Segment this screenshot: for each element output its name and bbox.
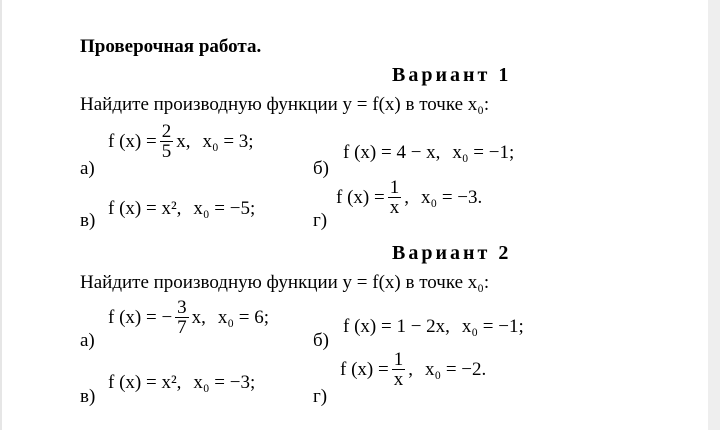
fraction-denominator: x [393,369,404,390]
variant-1-item-g-formula [336,178,482,217]
variant-1-item-v-label: в) [80,210,96,231]
fraction-numerator: 1 [393,349,404,370]
fraction-denominator: 7 [177,317,187,338]
formula-lhs: f (x) = 4 − x, [343,142,441,163]
point-value: x₀ = −1; [452,142,515,163]
formula-lhs: f (x) = [336,186,385,208]
variant-1-title: Вариант 1 [392,64,512,86]
formula-lhs: f (x) = x², [108,372,182,393]
variant-2-item-v-label: в) [80,386,96,407]
formula-lhs: f (x) = 1 − 2x, [343,316,450,337]
formula-tail: , [404,186,409,208]
variant-1-item-a-label: а) [80,158,95,179]
variant-1-item-g-label: г) [313,210,328,231]
variant-2-item-g-label: г) [313,386,328,407]
point-value: x₀ = −3; [193,372,256,393]
variant-1-item-b-formula [343,142,514,164]
variant-1-item-a-formula [108,122,254,161]
variant-2-item-a-label: а) [80,330,95,351]
variant-2-item-a-formula [108,298,269,337]
formula-lhs: f (x) = − [108,306,173,328]
variant-2-item-g-formula [340,350,486,389]
variant-2-title: Вариант 2 [392,242,512,264]
variant-1-item-v-formula [108,198,255,220]
point-value: x₀ = 6; [217,306,270,328]
formula-tail: , [408,358,413,380]
formula-tail: x, [191,306,206,328]
point-value: x₀ = 3; [202,130,254,152]
right-scrollbar-area[interactable] [708,0,720,430]
variant-2-item-v-formula [108,372,255,394]
left-border [0,0,2,430]
fraction [392,350,406,389]
formula-tail: x, [176,130,191,152]
fraction-denominator: x [389,197,400,218]
fraction-denominator: 5 [161,141,172,162]
fraction-numerator: 2 [161,121,172,142]
fraction [175,298,189,337]
page-title: Проверочная работа. [80,36,262,57]
variant-2-item-b-label: б) [313,330,329,351]
formula-lhs: f (x) = [108,130,157,152]
variant-2-item-b-formula [343,316,524,338]
formula-lhs: f (x) = x², [108,198,182,219]
fraction [160,122,174,161]
variant-1-item-b-label: б) [313,158,329,179]
fraction-numerator: 1 [389,177,400,198]
variant-1-task: Найдите производную функции y = f(x) в точке x₀: [80,94,490,115]
variant-2-task: Найдите производную функции y = f(x) в точке x₀: [80,272,490,293]
fraction-numerator: 3 [177,297,187,318]
point-value: x₀ = −3. [420,186,483,208]
point-value: x₀ = −5; [193,198,256,219]
point-value: x₀ = −1; [461,316,524,337]
point-value: x₀ = −2. [424,358,487,380]
fraction [388,178,402,217]
formula-lhs: f (x) = [340,358,389,380]
